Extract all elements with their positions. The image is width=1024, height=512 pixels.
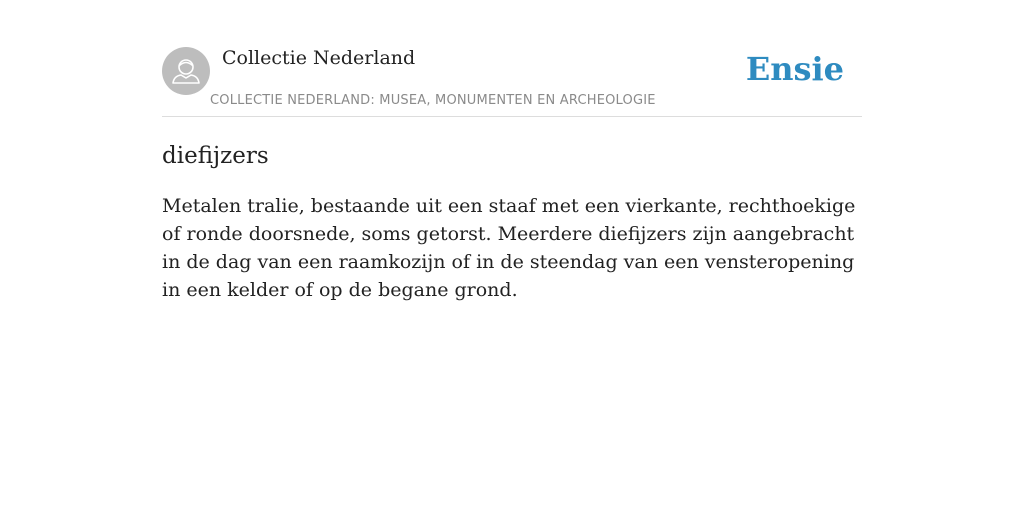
user-silhouette-icon — [162, 47, 210, 95]
source-label[interactable]: COLLECTIE NEDERLAND: MUSEA, MONUMENTEN EN ARCHEOLOGIE — [210, 93, 656, 108]
term-title: diefijzers — [162, 143, 269, 169]
card-header — [162, 0, 862, 117]
definition-text: Metalen tralie, bestaande uit een staaf met een vierkante, rechthoekige of ronde doorsnede, soms getorst. Meerdere diefijzers zijn aangebracht in de dag van een raamkozijn of in de steendag van een vensteropening in een kelder of op de begane grond. — [162, 195, 856, 301]
avatar[interactable] — [162, 47, 210, 95]
brand-logo[interactable]: Ensie — [745, 50, 844, 88]
author-name[interactable]: Collectie Nederland — [222, 47, 416, 69]
definition-card — [162, 0, 862, 304]
